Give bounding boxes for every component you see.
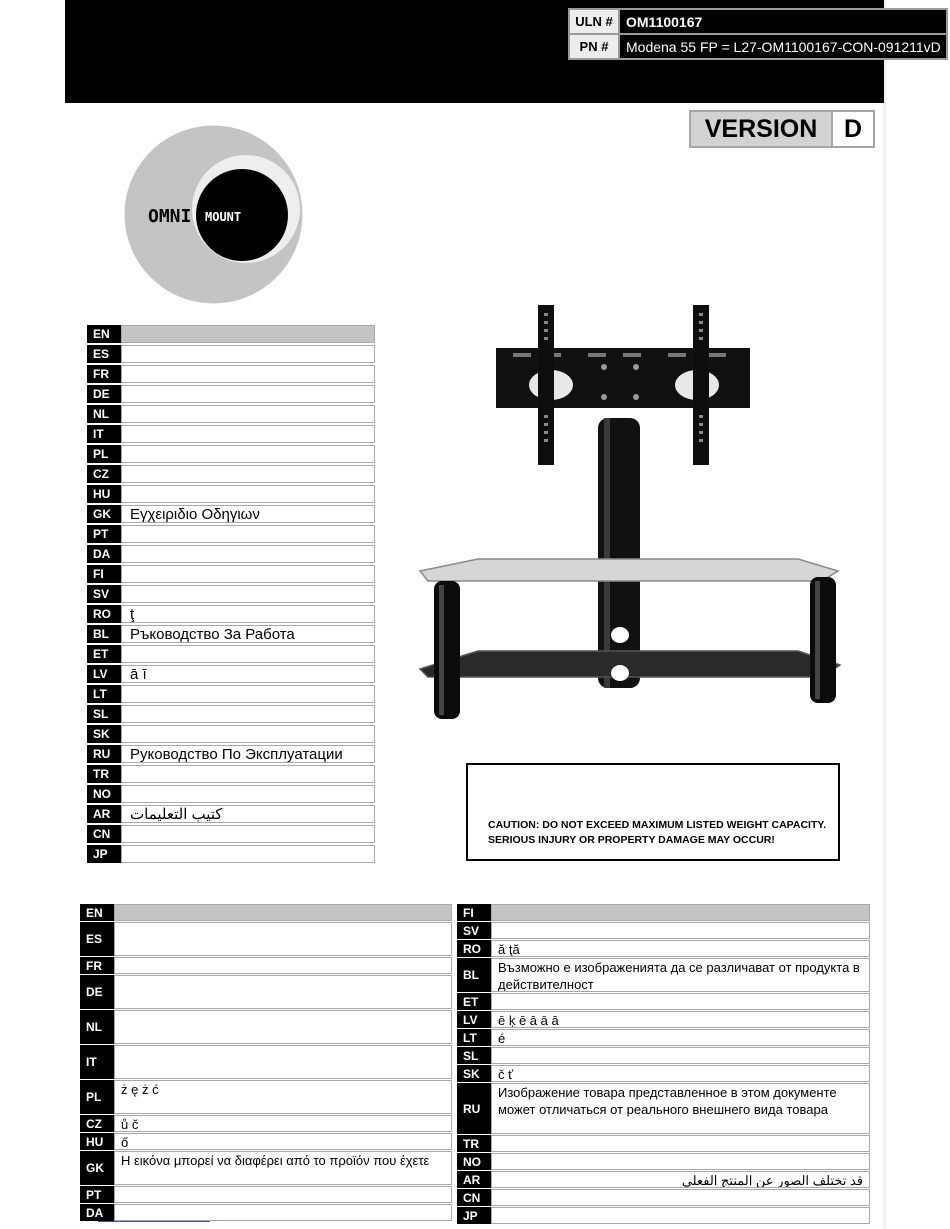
language-code: PL <box>80 1080 114 1114</box>
version-label: VERSION <box>691 112 833 146</box>
disclaimer_right-row-lv <box>457 1011 870 1028</box>
language-code: JP <box>457 1207 491 1224</box>
language-code: CN <box>457 1189 491 1206</box>
languages-row-sl <box>87 705 375 723</box>
caution-line-2: SERIOUS INJURY OR PROPERTY DAMAGE MAY OCCUR! <box>488 834 775 846</box>
language-code: ET <box>457 993 491 1010</box>
languages-row-en <box>87 325 375 343</box>
language-text <box>121 685 375 703</box>
languages-row-lt <box>87 685 375 703</box>
languages-row-gk <box>87 505 375 523</box>
language-code: RO <box>87 605 121 623</box>
language-code: LV <box>457 1011 491 1028</box>
language-code: CN <box>87 825 121 843</box>
logo-text-omni: OMNI <box>148 206 192 227</box>
language-text: Изображение товара представленное в этом документе может отличаться от реального внешнего вида товара <box>491 1083 870 1134</box>
disclaimer_right-row-bl <box>457 958 870 992</box>
disclaimer_right-row-no <box>457 1153 870 1170</box>
disclaimer_left-row-cz <box>80 1115 452 1132</box>
language-code: SK <box>87 725 121 743</box>
language-code: BL <box>457 958 491 992</box>
language-text <box>491 1207 870 1224</box>
language-text <box>491 922 870 939</box>
disclaimer_right-row-ar <box>457 1171 870 1188</box>
disclaimer_left-row-fr <box>80 957 452 974</box>
language-code: DA <box>87 545 121 563</box>
language-code: NO <box>87 785 121 803</box>
language-text: ă ţă <box>491 940 870 957</box>
omnimount-logo <box>122 123 305 306</box>
caution-line-1: CAUTION: DO NOT EXCEED MAXIMUM LISTED WEIGHT CAPACITY. <box>488 819 827 831</box>
disclaimer_right-row-sv <box>457 922 870 939</box>
header-bar <box>65 0 941 103</box>
languages-row-pt <box>87 525 375 543</box>
language-code: SL <box>87 705 121 723</box>
language-text <box>121 465 375 483</box>
language-text <box>121 585 375 603</box>
language-text <box>114 1186 452 1203</box>
languages-row-ar <box>87 805 375 823</box>
language-text <box>121 325 375 343</box>
language-code: DE <box>80 975 114 1009</box>
language-code: FI <box>87 565 121 583</box>
disclaimer_left-row-pt <box>80 1186 452 1203</box>
version-box <box>689 110 875 148</box>
languages-row-jp <box>87 845 375 863</box>
languages-row-de <box>87 385 375 403</box>
language-text: Ръководство За Работа <box>121 625 375 643</box>
pn-value: Modena 55 FP = L27-OM1100167-CON-091211vD <box>626 38 941 55</box>
language-text: ő <box>114 1133 452 1150</box>
languages-row-sk <box>87 725 375 743</box>
disclaimer_left-row-gk <box>80 1151 452 1185</box>
language-code: PL <box>87 445 121 463</box>
language-code: ES <box>87 345 121 363</box>
language-text: كتيب التعليمات <box>121 805 375 823</box>
language-code: TR <box>87 765 121 783</box>
language-text: قد تختلف الصور عن المنتج الفعلي <box>491 1171 870 1188</box>
language-code: LT <box>457 1029 491 1046</box>
language-text <box>121 365 375 383</box>
disclaimer_left-row-da <box>80 1204 452 1221</box>
pn-label: PN # <box>570 35 620 58</box>
language-text <box>491 993 870 1010</box>
language-text <box>121 845 375 863</box>
languages-row-bl <box>87 625 375 643</box>
disclaimer_right-row-fi <box>457 904 870 921</box>
language-text <box>491 1153 870 1170</box>
language-code: DA <box>80 1204 114 1221</box>
version-value: D <box>833 112 873 146</box>
language-code: FI <box>457 904 491 921</box>
language-text: ā ī <box>121 665 375 683</box>
language-code: HU <box>80 1133 114 1150</box>
languages-row-tr <box>87 765 375 783</box>
footer-link-line <box>98 1221 210 1222</box>
language-text <box>491 1135 870 1152</box>
disclaimer_right-row-tr <box>457 1135 870 1152</box>
language-code: NL <box>87 405 121 423</box>
languages-row-ro <box>87 605 375 623</box>
disclaimer_right-row-lt <box>457 1029 870 1046</box>
language-text: Руководство По Эксплуатации <box>121 745 375 763</box>
language-code: BL <box>87 625 121 643</box>
language-code: AR <box>87 805 121 823</box>
disclaimer-list-left <box>80 904 452 1222</box>
language-text <box>114 904 452 921</box>
disclaimer_right-row-ru <box>457 1083 870 1134</box>
language-code: ES <box>80 922 114 956</box>
language-code: FR <box>87 365 121 383</box>
disclaimer_right-row-ro <box>457 940 870 957</box>
logo-text-mount: MOUNT <box>205 210 242 224</box>
language-code: GK <box>80 1151 114 1185</box>
language-code: RU <box>87 745 121 763</box>
disclaimer_right-row-jp <box>457 1207 870 1224</box>
language-text <box>121 825 375 843</box>
language-code: CZ <box>80 1115 114 1132</box>
disclaimer_left-row-en <box>80 904 452 921</box>
language-text <box>121 705 375 723</box>
languages-row-da <box>87 545 375 563</box>
language-text <box>121 405 375 423</box>
language-code: IT <box>87 425 121 443</box>
language-text <box>491 1189 870 1206</box>
language-code: FR <box>80 957 114 974</box>
language-text: ż ę ż ć <box>114 1080 452 1114</box>
languages-row-no <box>87 785 375 803</box>
languages-row-fi <box>87 565 375 583</box>
disclaimer_right-row-sk <box>457 1065 870 1082</box>
language-code: IT <box>80 1045 114 1079</box>
language-text <box>114 922 452 956</box>
language-text <box>121 645 375 663</box>
language-code: NO <box>457 1153 491 1170</box>
disclaimer_left-row-nl <box>80 1010 452 1044</box>
language-text: č ť <box>491 1065 870 1082</box>
language-text <box>114 975 452 1009</box>
disclaimer_left-row-it <box>80 1045 452 1079</box>
language-text <box>114 1204 452 1221</box>
language-code: SV <box>87 585 121 603</box>
language-text: Възможно е изображенията да се различават от продукта в действителност <box>491 958 870 992</box>
language-code: NL <box>80 1010 114 1044</box>
language-text <box>121 725 375 743</box>
language-text <box>114 1010 452 1044</box>
language-code: LV <box>87 665 121 683</box>
language-code: SV <box>457 922 491 939</box>
language-text <box>121 525 375 543</box>
language-code: PT <box>87 525 121 543</box>
language-text: Η εικόνα μπορεί να διαφέρει από το προϊόν που έχετε <box>114 1151 452 1185</box>
language-code: LT <box>87 685 121 703</box>
disclaimer_left-row-es <box>80 922 452 956</box>
product-image-tv-stand <box>418 305 846 723</box>
language-code: SK <box>457 1065 491 1082</box>
language-text <box>114 957 452 974</box>
language-code: ET <box>87 645 121 663</box>
languages-row-hu <box>87 485 375 503</box>
languages-row-ru <box>87 745 375 763</box>
language-code: PT <box>80 1186 114 1203</box>
language-text: é <box>491 1029 870 1046</box>
language-text <box>121 485 375 503</box>
languages-row-cz <box>87 465 375 483</box>
languages-row-es <box>87 345 375 363</box>
disclaimer_right-row-et <box>457 993 870 1010</box>
pn-row <box>570 33 946 58</box>
language-text <box>121 385 375 403</box>
language-text <box>121 345 375 363</box>
language-code: AR <box>457 1171 491 1188</box>
language-code: HU <box>87 485 121 503</box>
caution-box <box>466 763 840 861</box>
languages-row-fr <box>87 365 375 383</box>
language-code: JP <box>87 845 121 863</box>
disclaimer_left-row-de <box>80 975 452 1009</box>
languages-row-sv <box>87 585 375 603</box>
disclaimer-list-right <box>457 904 870 1225</box>
language-text: Εγχειριδιο Οδηγιων <box>121 505 375 523</box>
languages-row-cn <box>87 825 375 843</box>
language-text <box>121 565 375 583</box>
uln-row <box>570 10 946 33</box>
language-text <box>121 445 375 463</box>
language-code: RU <box>457 1083 491 1134</box>
language-code: TR <box>457 1135 491 1152</box>
language-text <box>121 425 375 443</box>
languages-row-lv <box>87 665 375 683</box>
language-text <box>491 904 870 921</box>
language-code: EN <box>80 904 114 921</box>
disclaimer_left-row-hu <box>80 1133 452 1150</box>
languages-row-it <box>87 425 375 443</box>
language-list <box>87 325 375 865</box>
languages-row-et <box>87 645 375 663</box>
language-text <box>121 545 375 563</box>
language-text: ţ <box>121 605 375 623</box>
language-text <box>114 1045 452 1079</box>
language-code: DE <box>87 385 121 403</box>
disclaimer_right-row-cn <box>457 1189 870 1206</box>
language-text <box>491 1047 870 1064</box>
languages-row-nl <box>87 405 375 423</box>
caution-text <box>488 818 828 848</box>
uln-value: OM1100167 <box>626 13 703 30</box>
language-text <box>121 785 375 803</box>
language-code: EN <box>87 325 121 343</box>
language-code: CZ <box>87 465 121 483</box>
language-code: RO <box>457 940 491 957</box>
language-code: SL <box>457 1047 491 1064</box>
uln-label: ULN # <box>570 10 620 33</box>
language-code: GK <box>87 505 121 523</box>
disclaimer_right-row-sl <box>457 1047 870 1064</box>
language-text: ů č <box>114 1115 452 1132</box>
language-text <box>121 765 375 783</box>
language-text: ē ķ ē ā ā ā <box>491 1011 870 1028</box>
page-edge-shadow <box>883 0 886 1229</box>
languages-row-pl <box>87 445 375 463</box>
uln-box <box>568 8 948 60</box>
disclaimer_left-row-pl <box>80 1080 452 1114</box>
